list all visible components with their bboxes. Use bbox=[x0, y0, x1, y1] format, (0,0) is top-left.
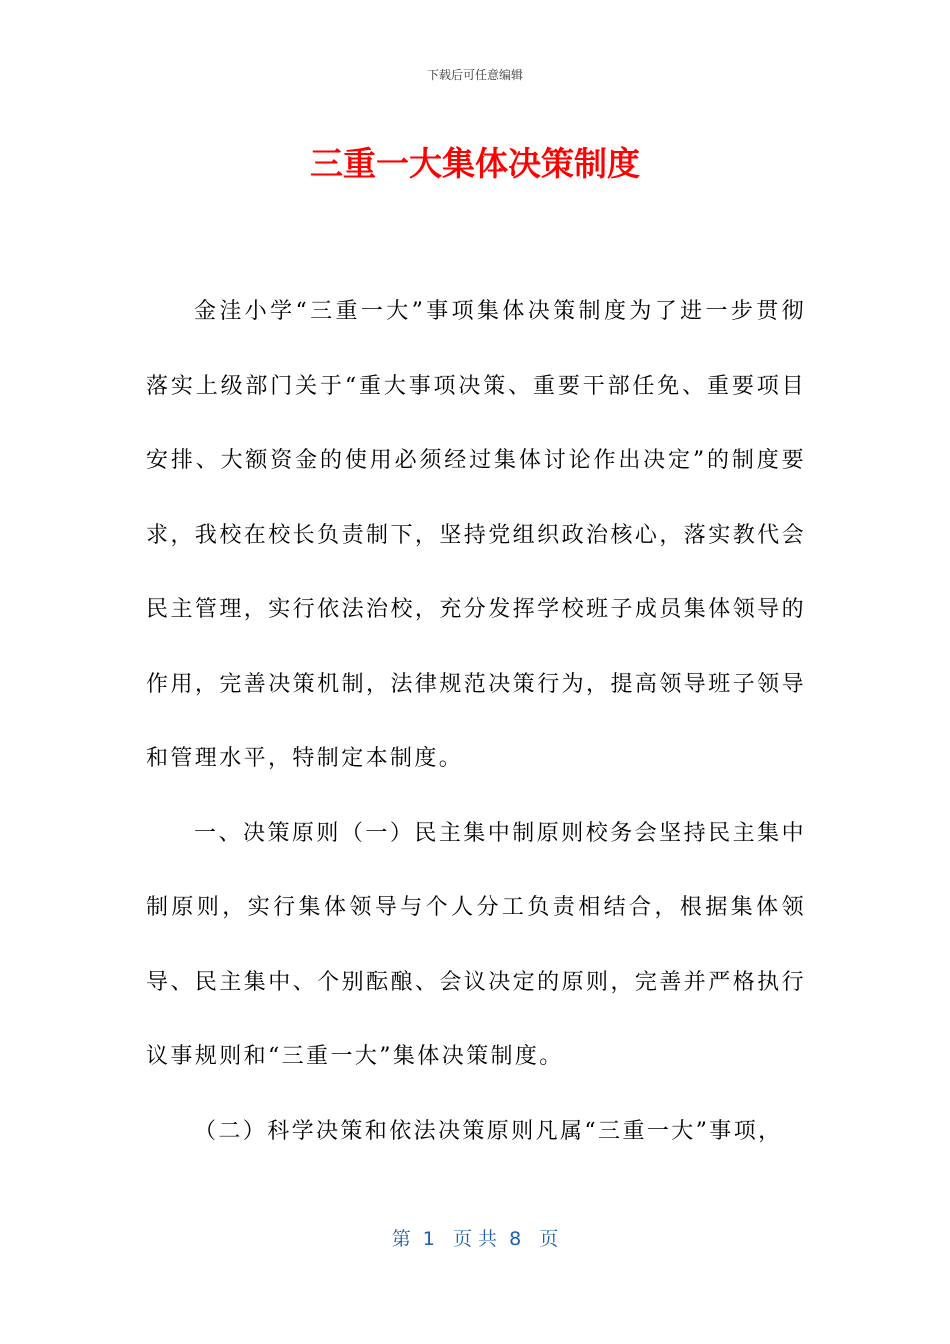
paragraph-3: （二）科学决策和依法决策原则凡属“三重一大”事项， bbox=[194, 1118, 783, 1144]
document-title: 三重一大集体决策制度 bbox=[310, 144, 640, 183]
header-note: 下载后可任意编辑 bbox=[426, 68, 523, 82]
paragraph-2: 一、决策原则（一）民主集中制原则校务会坚持民主集中制原则，实行集体领导与个人分工负责相结合，根据集体领导、民主集中、个别酝酿、会议决定的原则，完善并严格执行议事规则和“三重一大”集体决策制度。 bbox=[146, 820, 806, 1069]
paragraph-1: 金洼小学“三重一大”事项集体决策制度为了进一步贯彻落实上级部门关于“重大事项决策、重要干部任免、重要项目安排、大额资金的使用必须经过集体讨论作出决定”的制度要求，我校在校长负责制下，坚持党组织政治核心，落实教代会民主管理，实行依法治校，充分发挥学校班子成员集体领导的作用，完善决策机制，法律规范决策行为，提高领导班子领导和管理水平，特制定本制度。 bbox=[146, 299, 806, 771]
page-number-footer: 第 1 页 共 8 页 bbox=[391, 1228, 559, 1250]
document-body bbox=[146, 275, 806, 1169]
